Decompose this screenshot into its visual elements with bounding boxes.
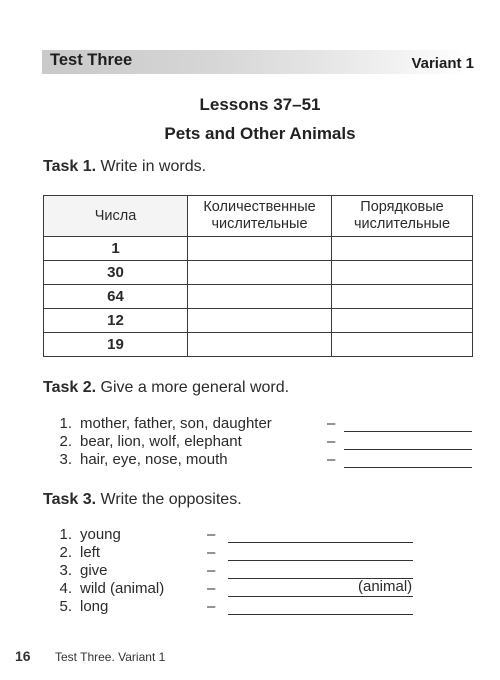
page-number: 16	[15, 648, 31, 664]
lessons-heading: Lessons 37–51	[199, 95, 321, 114]
answer-line[interactable]	[228, 596, 413, 597]
number-cell: 19	[44, 333, 188, 357]
col-header-ordinal: Порядковые числительные	[332, 196, 473, 237]
list-item: 1. young	[59, 526, 121, 543]
task3-label: Task 3.	[43, 491, 97, 508]
dash: –	[207, 580, 216, 597]
variant-label: Variant 1	[411, 55, 474, 72]
opposite-word: wild (animal)	[80, 580, 165, 597]
word-group: hair, eye, nose, mouth	[80, 451, 228, 468]
number-cell: 12	[44, 309, 188, 333]
numbers-table	[43, 195, 473, 357]
footer-text: Test Three. Variant 1	[55, 650, 166, 664]
task1-heading	[43, 158, 206, 176]
ordinal-answer-cell[interactable]	[332, 285, 473, 309]
task2-label: Task 2.	[43, 379, 97, 396]
task2-instruction: Give a more general word.	[100, 379, 290, 396]
list-item: 1. mother, father, son, daughter	[59, 415, 272, 432]
list-item: 5. long	[59, 598, 109, 615]
list-item: 2. left	[59, 544, 101, 561]
cardinal-answer-cell[interactable]	[188, 285, 332, 309]
answer-line[interactable]	[344, 449, 472, 450]
dash: –	[327, 451, 336, 468]
dash: –	[207, 526, 216, 543]
col-header-cardinal: Количественные числительные	[188, 196, 332, 237]
table-row	[44, 261, 473, 285]
number-cell: 1	[44, 237, 188, 261]
answer-line[interactable]	[344, 467, 472, 468]
ordinal-answer-cell[interactable]	[332, 237, 473, 261]
answer-hint: (animal)	[358, 578, 413, 595]
opposite-word: young	[80, 526, 121, 543]
table-row	[44, 285, 473, 309]
dash: –	[207, 598, 216, 615]
cardinal-answer-cell[interactable]	[188, 309, 332, 333]
answer-line[interactable]	[228, 542, 413, 543]
answer-line[interactable]	[228, 560, 413, 561]
table-row	[44, 237, 473, 261]
word-group: mother, father, son, daughter	[80, 415, 272, 432]
answer-line[interactable]	[344, 431, 472, 432]
opposite-word: left	[80, 544, 101, 561]
number-cell: 64	[44, 285, 188, 309]
dash: –	[327, 415, 336, 432]
task1-label: Task 1.	[43, 158, 97, 175]
cardinal-answer-cell[interactable]	[188, 261, 332, 285]
col-header-numbers: Числа	[44, 196, 188, 237]
opposite-word: long	[80, 598, 109, 615]
number-cell: 30	[44, 261, 188, 285]
ordinal-answer-cell[interactable]	[332, 333, 473, 357]
task3-instruction: Write the opposites.	[100, 491, 242, 508]
task2-heading	[43, 379, 289, 397]
task1-instruction: Write in words.	[100, 158, 207, 175]
cardinal-answer-cell[interactable]	[188, 333, 332, 357]
dash: –	[207, 544, 216, 561]
cardinal-answer-cell[interactable]	[188, 237, 332, 261]
ordinal-answer-cell[interactable]	[332, 261, 473, 285]
list-item: 3. give	[59, 562, 108, 579]
list-item: 4. wild (animal)	[59, 580, 165, 597]
dash: –	[207, 562, 216, 579]
table-row	[44, 333, 473, 357]
table-header-row	[44, 196, 473, 237]
task3-heading	[43, 491, 242, 509]
dash: –	[327, 433, 336, 450]
list-item: 3. hair, eye, nose, mouth	[59, 451, 228, 468]
list-item: 2. bear, lion, wolf, elephant	[59, 433, 242, 450]
word-group: bear, lion, wolf, elephant	[80, 433, 242, 450]
topic-heading: Pets and Other Animals	[164, 124, 356, 143]
ordinal-answer-cell[interactable]	[332, 309, 473, 333]
test-title: Test Three	[50, 51, 133, 69]
opposite-word: give	[80, 562, 108, 579]
answer-line[interactable]	[228, 614, 413, 615]
table-row	[44, 309, 473, 333]
